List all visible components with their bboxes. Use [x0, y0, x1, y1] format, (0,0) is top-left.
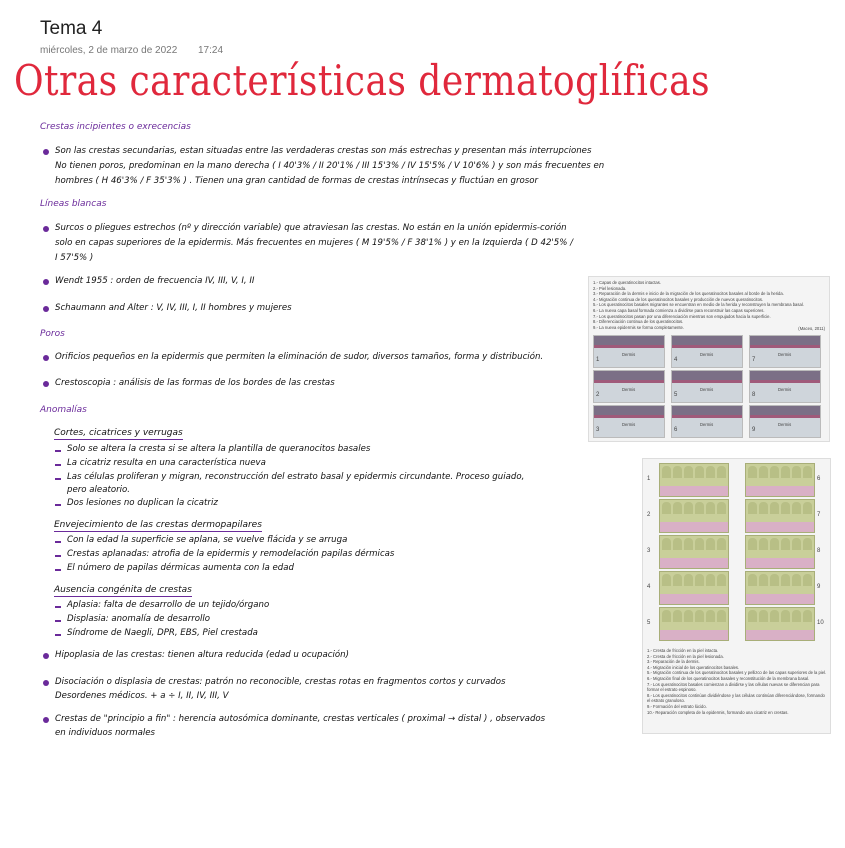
subheading-ausencia: Ausencia congénita de crestas [54, 585, 192, 595]
caption-line: 10.- Reparación completa de la epidermis, formando una cicatriz en crestas. [647, 709, 789, 715]
heading-lineas-blancas: Líneas blancas [40, 199, 107, 209]
ridge-bump [748, 610, 757, 622]
dermis-base [660, 594, 728, 604]
dash [55, 541, 61, 543]
ridge-bump [792, 502, 801, 514]
text-line: pero aleatorio. [67, 485, 131, 495]
dash [55, 504, 61, 506]
text-line: Crestas aplanadas: atrofia de la epidermis y remodelación papilas dérmicas [67, 549, 395, 559]
ridge-bump [792, 466, 801, 478]
text-line: Orificios pequeños en la epidermis que permiten la eliminación de sudor, diversos tamaños, forma y distribución. [55, 352, 544, 362]
step-number: 2 [647, 512, 651, 518]
diagram-thumbnail [749, 405, 821, 438]
ridge-bump [706, 610, 715, 622]
ridge-block [659, 499, 729, 533]
ridge-block [659, 463, 729, 497]
dermis-base [746, 486, 814, 496]
step-number: 1 [647, 476, 651, 482]
epidermis-layer [750, 406, 820, 415]
text-line: Aplasia: falta de desarrollo de un tejido/órgano [67, 600, 270, 610]
dermis-label: Dermis [622, 352, 636, 357]
ridge-bump [695, 610, 704, 622]
subheading-envejecimiento: Envejecimiento de las crestas dermopapilares [54, 520, 262, 530]
caption-line: 8.- Los queratinocitos continúan dividiéndose y las células continúan diferenciándose, formando el estrato granuloso. [647, 692, 825, 704]
ridge-bump [748, 466, 757, 478]
caption-line: 7.- Los queratinocitos pasan por una diferenciación mientras son empujados hacia la superficie. [593, 313, 771, 319]
epidermis-layer [672, 371, 742, 380]
ridge-bump [759, 538, 768, 550]
step-number: 4 [647, 584, 651, 590]
ridge-bump [706, 574, 715, 586]
caption-line: 2.- Piel lesionada. [593, 285, 627, 291]
dermis-base [660, 630, 728, 640]
text-line: solo en capas superiores de la epidermis. Más frecuentes en mujeres ( M 19'5% / F 38'1% ) y en la Izquierda ( D 42'5% / [55, 238, 574, 248]
caption-line: 1.- Cresta de fricción en la piel intacta. [647, 648, 719, 653]
bullet [43, 717, 49, 723]
diagram-thumbnail [749, 335, 821, 368]
dash [55, 478, 61, 480]
dermis-base [660, 486, 728, 496]
text-line: Desordenes médicos. + a ÷ I, II, IV, III, V [55, 691, 229, 701]
ridge-bump [673, 574, 682, 586]
ridge-block [745, 607, 815, 641]
epidermis-layer [594, 371, 664, 380]
ridge-bump [717, 610, 726, 622]
step-number: 8 [817, 548, 821, 554]
caption-line: 6.- La nueva capa basal formada comienza a dividirse para reconstruir las capas superiores. [593, 307, 765, 313]
ridge-bump [684, 574, 693, 586]
basal-layer [594, 345, 664, 348]
epidermis-layer [750, 336, 820, 345]
text-line: El número de papilas dérmicas aumenta con la edad [67, 563, 294, 573]
dermis-label: Dermis [700, 422, 714, 427]
dermis-base [660, 558, 728, 568]
figure-ridge-repair [642, 458, 831, 734]
text-line: Dos lesiones no duplican la cicatriz [67, 498, 218, 508]
basal-layer [672, 380, 742, 383]
ridge-bump [706, 466, 715, 478]
epidermis-layer [672, 336, 742, 345]
ridge-bump [803, 610, 812, 622]
dermis-label: Dermis [778, 352, 792, 357]
bullet [43, 381, 49, 387]
step-number: 3 [596, 427, 600, 433]
text-schaumann: Schaumann and Alter : V, IV, III, I, II hombres y mujeres [55, 303, 292, 313]
diagram-thumbnail [593, 335, 665, 368]
ridge-bump [770, 610, 779, 622]
ridge-bump [662, 574, 671, 586]
ridge-block [745, 571, 815, 605]
diagram-thumbnail [749, 370, 821, 403]
step-number: 9 [817, 584, 821, 590]
ridge-bump [759, 502, 768, 514]
basal-layer [594, 380, 664, 383]
ridge-bump [770, 502, 779, 514]
ridge-bump [781, 574, 790, 586]
ridge-bump [717, 538, 726, 550]
text-wendt: Wendt 1955 : orden de frecuencia IV, III, V, I, II [55, 276, 255, 286]
ridge-bump [759, 574, 768, 586]
ridge-bump [803, 574, 812, 586]
caption-line: 4.- Migración inicial de los queratinocitos basales. [647, 664, 740, 670]
ridge-bump [673, 466, 682, 478]
ridge-bump [748, 502, 757, 514]
ridge-bump [759, 610, 768, 622]
ridge-bump [770, 538, 779, 550]
ridge-bump [748, 574, 757, 586]
bullet [43, 149, 49, 155]
dermis-label: Dermis [700, 352, 714, 357]
ridge-block [659, 607, 729, 641]
dermis-base [660, 522, 728, 532]
caption-line: 4.- Migración continua de los queratinocitos basales y producción de nuevos queratinocitos. [593, 296, 764, 302]
ridge-bump [673, 538, 682, 550]
text-line: Síndrome de Naegli, DPR, EBS, Piel crestada [67, 628, 258, 638]
ridge-bump [673, 610, 682, 622]
text-line: en individuos normales [55, 728, 156, 738]
epidermis-layer [594, 336, 664, 345]
step-number: 6 [674, 427, 678, 433]
ridge-bump [684, 610, 693, 622]
dash [55, 555, 61, 557]
bullet [43, 653, 49, 659]
ridge-bump [695, 466, 704, 478]
step-number: 9 [752, 427, 756, 433]
text-line: La cicatriz resulta en una característica nueva [67, 458, 266, 468]
dermis-label: Dermis [622, 422, 636, 427]
bullet [43, 355, 49, 361]
text-line: Solo se altera la cresta si se altera la plantilla de queranocitos basales [67, 444, 371, 454]
caption-line: 1.- Capas de queratinocitos intactas. [593, 280, 661, 285]
text-line: Las células proliferan y migran, reconstrucción del estrato basal y epidermis circundante. Proceso guiado, [67, 472, 525, 482]
ridge-bump [695, 502, 704, 514]
dash [55, 606, 61, 608]
dermis-base [746, 594, 814, 604]
text-line: Crestas de "principio a fin" : herencia autosómica dominante, crestas verticales ( proximal → distal ) , observados [55, 714, 546, 724]
ridge-bump [695, 574, 704, 586]
text-line: No tienen poros, predominan en la mano derecha ( I 40'3% / II 20'1% / III 15'3% / IV 15'5% / V 10'6% ) y son más frecuentes en [55, 161, 605, 171]
text-line: I 57'5% ) [55, 253, 94, 263]
figure-wound-healing [588, 276, 830, 442]
ridge-bump [770, 574, 779, 586]
text-line: Crestoscopia : análisis de las formas de los bordes de las crestas [55, 378, 335, 388]
ridge-bump [803, 466, 812, 478]
dash [55, 620, 61, 622]
step-number: 5 [647, 620, 651, 626]
ridge-bump [781, 502, 790, 514]
caption-line: 6.- Migración final de los queratinocitos basales y reconstitución de la membrana basal. [647, 675, 810, 681]
basal-layer [750, 345, 820, 348]
dash [55, 464, 61, 466]
dermis-label: Dermis [778, 387, 792, 392]
epidermis-layer [750, 371, 820, 380]
caption-line: 3.- Reparación de la dermis e inicio de la migración de los queratinocitos basales al borde de la herida. [593, 291, 784, 297]
figure-source: (Maceo, 2011) [798, 326, 825, 331]
text-line: Son las crestas secundarias, estan situadas entre las verdaderas crestas son más estrechas y presentan más interrupciones [55, 146, 592, 156]
step-number: 7 [817, 512, 821, 518]
bullet [43, 306, 49, 312]
ridge-bump [803, 502, 812, 514]
ridge-bump [792, 574, 801, 586]
dermis-base [746, 630, 814, 640]
ridge-bump [759, 466, 768, 478]
text-hipoplasia: Hipoplasia de las crestas: tienen altura reducida (edad u ocupación) [55, 650, 349, 660]
dermis-base [746, 522, 814, 532]
ridge-bump [781, 610, 790, 622]
ridge-block [659, 571, 729, 605]
dash [55, 634, 61, 636]
step-number: 5 [674, 392, 678, 398]
figure-grid [643, 459, 830, 645]
dash [55, 569, 61, 571]
ridge-bump [673, 502, 682, 514]
ridge-bump [803, 538, 812, 550]
bullet [43, 226, 49, 232]
caption-line: 5.- Migración continua de los queratinocitos basales y pellizco de las capas superiores de la piel. [647, 670, 827, 676]
epidermis-layer [672, 406, 742, 415]
step-number: 8 [752, 392, 756, 398]
ridge-bump [748, 538, 757, 550]
figure-caption [647, 648, 827, 715]
ridge-bump [684, 502, 693, 514]
caption-line: 5.- Los queratinocitos basales migrantes se encuentran en medio de la herida y reconstruyen la membrana basal. [593, 302, 804, 308]
page-time: 17:24 [198, 45, 224, 56]
diagram-thumbnail [593, 405, 665, 438]
caption-line: 9.- Formación del estrato lúcido. [647, 703, 707, 709]
step-number: 6 [817, 476, 821, 482]
basal-layer [672, 345, 742, 348]
diagram-thumbnail [593, 370, 665, 403]
ridge-bump [792, 538, 801, 550]
ridge-block [659, 535, 729, 569]
diagram-thumbnail [671, 370, 743, 403]
step-number: 10 [817, 620, 824, 626]
step-number: 7 [752, 357, 756, 363]
basal-layer [672, 415, 742, 418]
basal-layer [594, 415, 664, 418]
figure-caption [593, 280, 804, 330]
ridge-bump [770, 466, 779, 478]
ridge-bump [684, 538, 693, 550]
ridge-bump [792, 610, 801, 622]
text-line: Surcos o pliegues estrechos (nº y dirección variable) que atraviesan las crestas. No están en la unión epidermis-corión [55, 223, 567, 233]
ridge-block [745, 535, 815, 569]
note-heading: Otras características dermatoglíficas [14, 56, 711, 105]
text-line: Disociación o displasia de crestas: patrón no reconocible, crestas rotas en fragmentos cortos y curvados [55, 677, 506, 687]
caption-line: 2.- Cresta de fricción en la piel lesionada. [647, 653, 724, 659]
ridge-block [745, 463, 815, 497]
diagram-thumbnail [671, 405, 743, 438]
caption-line: 8.- Diferenciación continua de los queratinocitos. [593, 319, 684, 325]
ridge-bump [706, 502, 715, 514]
text-line: Con la edad la superficie se aplana, se vuelve flácida y se arruga [67, 535, 348, 545]
caption-line: 9.- La nueva epidermis se forma completamente. [593, 324, 685, 330]
heading-anomalias: Anomalías [40, 405, 87, 415]
ridge-bump [717, 502, 726, 514]
dermis-label: Dermis [700, 387, 714, 392]
ridge-bump [781, 538, 790, 550]
bullet [43, 680, 49, 686]
page-date: miércoles, 2 de marzo de 2022 [40, 45, 178, 56]
dermis-base [746, 558, 814, 568]
bullet [43, 279, 49, 285]
basal-layer [750, 415, 820, 418]
caption-line: 7.- Los queratinocitos basales comienzan a dividirse y las células nuevas se diferencian para formar el estrato espinoso. [647, 681, 820, 693]
caption-line: 3.- Reparación de la dermis. [647, 659, 700, 665]
text-line: Displasia: anomalía de desarrollo [67, 614, 211, 624]
basal-layer [750, 380, 820, 383]
dermis-label: Dermis [778, 422, 792, 427]
ridge-bump [662, 610, 671, 622]
ridge-bump [717, 574, 726, 586]
step-number: 2 [596, 392, 600, 398]
ridge-bump [662, 502, 671, 514]
ridge-bump [706, 538, 715, 550]
ridge-bump [662, 466, 671, 478]
step-number: 3 [647, 548, 651, 554]
dermis-label: Dermis [622, 387, 636, 392]
diagram-thumbnail [671, 335, 743, 368]
ridge-bump [662, 538, 671, 550]
subheading-cortes: Cortes, cicatrices y verrugas [54, 428, 183, 438]
figure-grid [589, 333, 829, 439]
ridge-bump [684, 466, 693, 478]
ridge-bump [781, 466, 790, 478]
page-title: Tema 4 [40, 18, 103, 39]
dash [55, 450, 61, 452]
heading-poros: Poros [40, 329, 65, 339]
step-number: 4 [674, 357, 678, 363]
ridge-bump [717, 466, 726, 478]
text-line: hombres ( H 46'3% / F 35'3% ) . Tienen una gran cantidad de formas de crestas intrínsecas y fluctúan en grosor [55, 176, 539, 186]
ridge-block [745, 499, 815, 533]
heading-crestas-incipientes: Crestas incipientes o exrecencias [40, 122, 191, 132]
epidermis-layer [594, 406, 664, 415]
ridge-bump [695, 538, 704, 550]
step-number: 1 [596, 357, 600, 363]
